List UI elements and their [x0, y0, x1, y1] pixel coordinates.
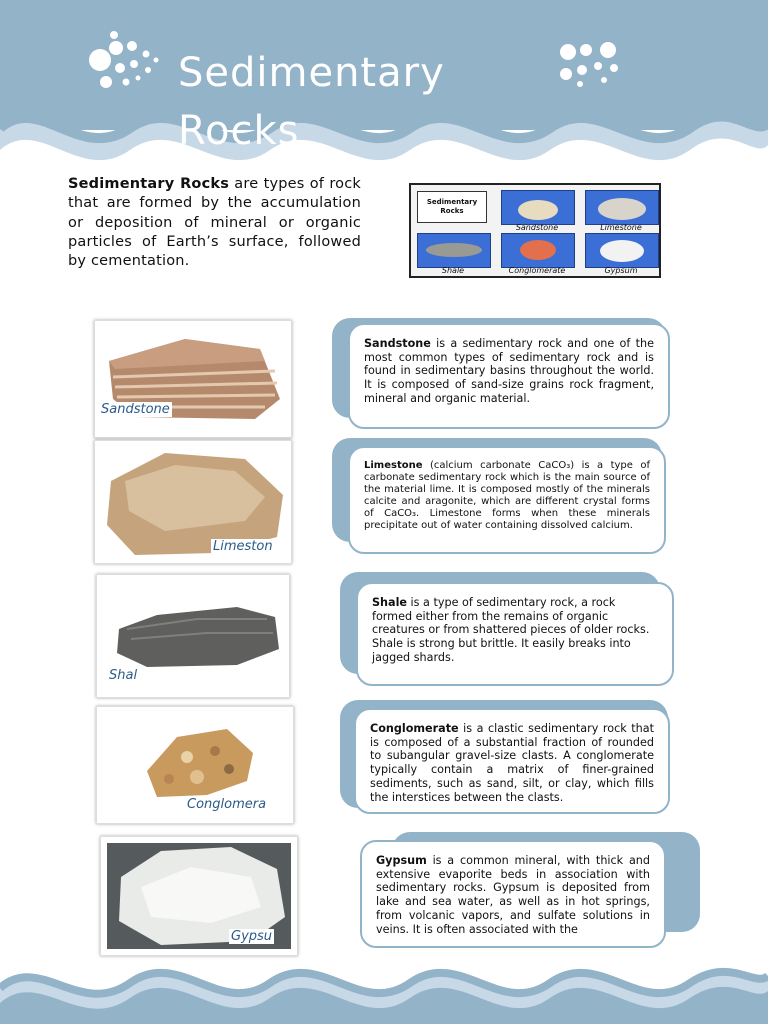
gypsum-card — [360, 840, 666, 948]
shale-caption: Shal — [109, 668, 138, 683]
thumbnail-shale — [417, 233, 491, 268]
intro-paragraph — [68, 175, 361, 271]
gypsum-text: is a common mineral, with thick and extensive evaporite beds in association with sedimentary rocks. Gypsum is deposited from lake and sea water, as well as in hot springs, from volcanic vapors, and sulfate solutions in veins. It is often associated with the — [376, 854, 650, 936]
page-title: Sedimentary Rocks — [178, 50, 445, 154]
sandstone-text: is a sedimentary rock and one of the most common types of sedimentary rock and is found in sedimentary basins throughout the world. It is composed of sand-size grains rock fragment, mineral and organic material. — [364, 337, 654, 405]
limestone-term: Limestone — [364, 460, 423, 471]
sandstone-card — [348, 323, 670, 429]
thumbnail-label-sandstone: Sandstone — [515, 223, 559, 232]
sandstone-photo — [94, 320, 292, 438]
thumbnail-label-conglomerate: Conglomerate — [508, 266, 566, 275]
gypsum-term: Gypsum — [376, 854, 427, 867]
conglomerate-card — [354, 708, 670, 814]
thumbnail-conglomerate — [501, 233, 575, 268]
limestone-photo — [94, 440, 292, 564]
sandstone-description — [364, 337, 654, 406]
title-clip — [178, 44, 578, 174]
thumbnail-gypsum — [585, 233, 659, 268]
shale-card — [356, 582, 674, 686]
shale-description — [372, 596, 658, 665]
shale-text: is a type of sedimentary rock, a rock formed either from the remains of organic creatures or from shattered pieces of older rocks. Shale is strong but brittle. It easily breaks into jagged shards. — [372, 596, 650, 664]
limestone-text: (calcium carbonate CaCO₃) is a type of carbonate sedimentary rock which is the main source of the material lime. It is composed mostly of the minerals calcite and aragonite, which are different crystal forms of CaCO₃. Limestone forms when these minerals precipitate out of water containing dissolved calcium. — [364, 460, 650, 531]
bubbles-left-icon — [86, 30, 166, 96]
limestone-card — [348, 446, 666, 554]
limestone-caption: Limeston — [213, 539, 273, 554]
limestone-description — [364, 460, 650, 532]
sandstone-term: Sandstone — [364, 337, 431, 350]
intro-term: Sedimentary Rocks — [68, 176, 230, 192]
conglomerate-photo — [96, 706, 294, 824]
conglomerate-caption: Conglomera — [187, 797, 267, 812]
footer-wave-banner — [0, 948, 768, 1024]
sandstone-rock-image — [95, 321, 291, 437]
gypsum-description — [376, 854, 650, 936]
gypsum-photo — [100, 836, 298, 956]
thumbnail-limestone — [585, 190, 659, 225]
thumbnail-heading: Sedimentary Rocks — [417, 191, 487, 223]
thumbnail-label-gypsum: Gypsum — [604, 266, 638, 275]
conglomerate-term: Conglomerate — [370, 722, 459, 735]
shale-photo — [96, 574, 290, 698]
conglomerate-description — [370, 722, 654, 804]
thumbnail-label-shale: Shale — [441, 266, 465, 275]
thumbnail-label-limestone: Limestone — [600, 223, 642, 232]
gypsum-caption: Gypsu — [231, 929, 273, 944]
thumbnail-sandstone — [501, 190, 575, 225]
conglomerate-text: is a clastic sedimentary rock that is composed of a substantial fraction of rounded to subangular gravel-size clasts. A conglomerate typically contain a matrix of finer-grained sediments, such as sand, silt, or clay, which fills the interstices between the clasts. — [370, 722, 654, 804]
shale-term: Shale — [372, 596, 407, 609]
intro-text: are types of rock that are formed by the accumulation or deposition of mineral or organic particles of Earth’s surface, followed by cementation. — [68, 176, 362, 270]
sandstone-caption: Sandstone — [101, 402, 170, 417]
thumbnail-panel — [409, 183, 661, 278]
